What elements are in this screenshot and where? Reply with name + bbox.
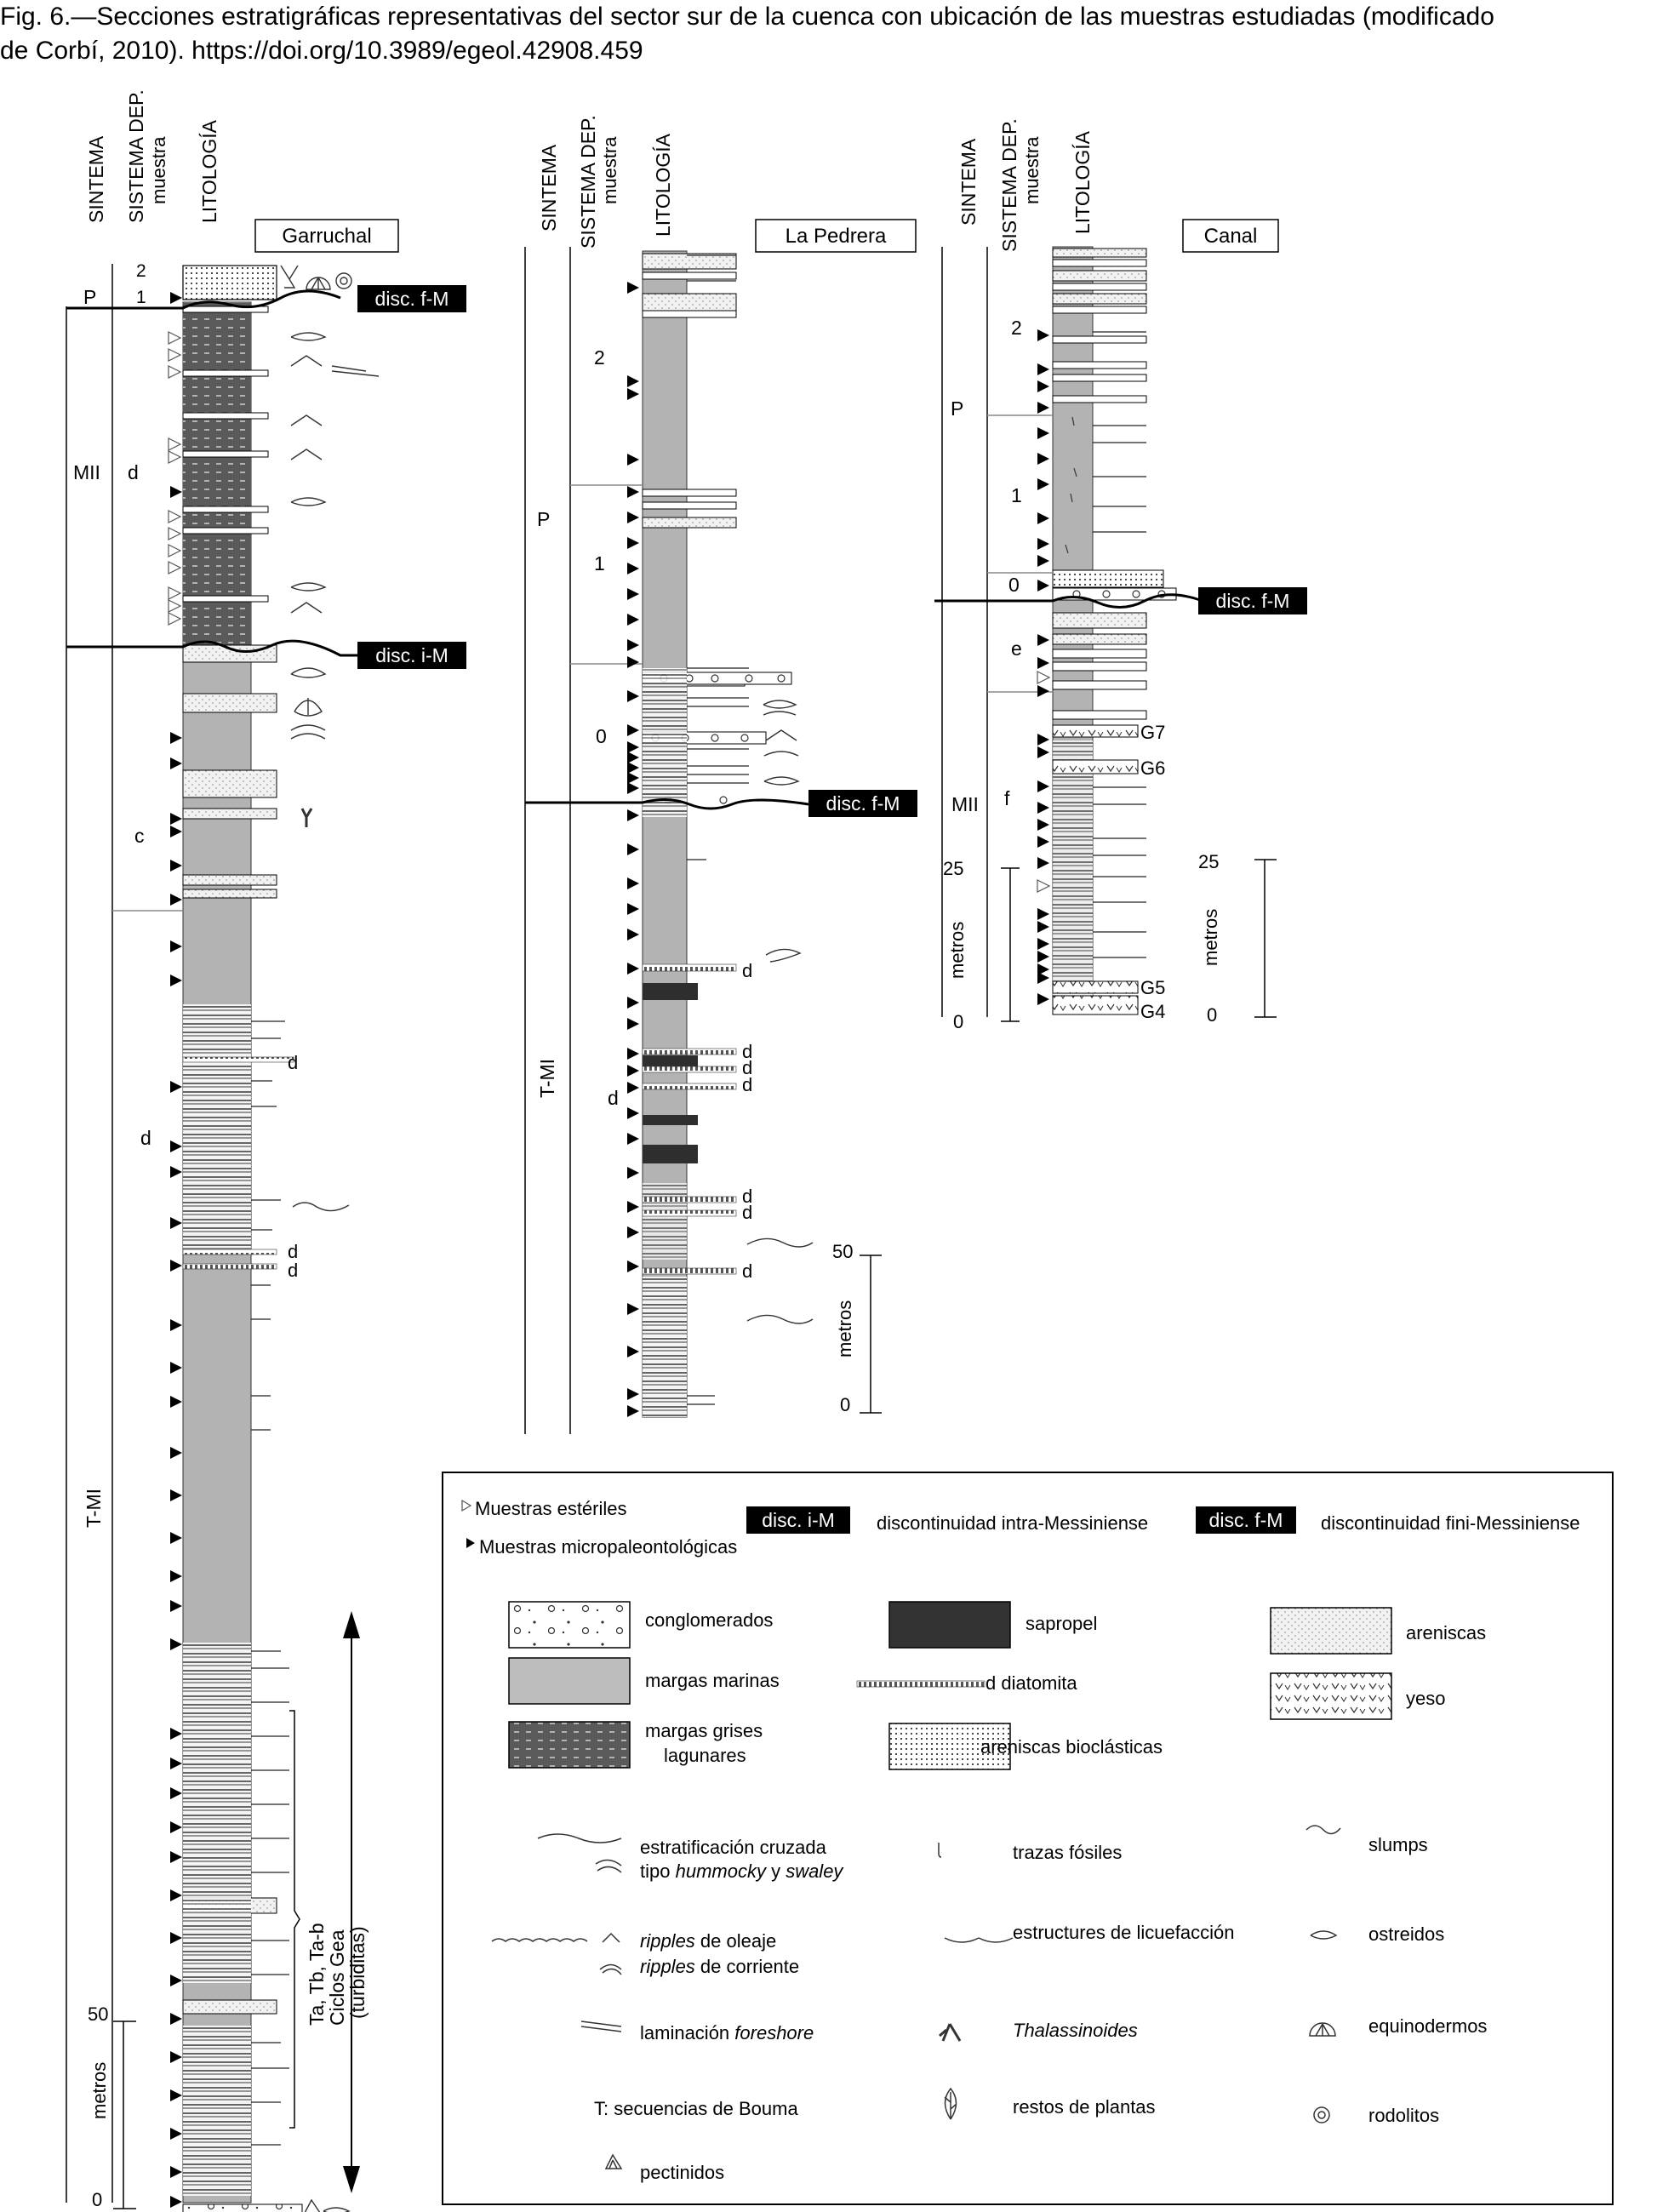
section-title-pedrera: La Pedrera xyxy=(785,225,887,248)
subunit-0-canal: 0 xyxy=(1008,574,1020,596)
unit-tmi-garruchal: T-MI xyxy=(83,1489,105,1528)
legend-disc-im-badge-text: disc. i-M xyxy=(762,1509,835,1531)
swatch-conglomerados xyxy=(509,1602,630,1648)
unit-p-canal: P xyxy=(951,397,964,420)
diatom-label-g1: d xyxy=(288,1052,299,1073)
gypsum-g6: G6 xyxy=(1140,757,1166,779)
swatch-diatomita xyxy=(857,1681,985,1687)
scale-left-top-canal: 25 xyxy=(943,858,964,879)
turbidite-label-2: Ciclos Gea xyxy=(326,1929,348,2026)
diatom-label-p4: d xyxy=(742,1074,753,1095)
legend xyxy=(443,1472,1613,2204)
disc-fm-text-pedrera: disc. f-M xyxy=(826,792,900,814)
header-muestra-garruchal: muestra xyxy=(148,136,169,204)
subunit-1-pedrera: 1 xyxy=(594,552,605,574)
scale-right-bottom-canal: 0 xyxy=(1207,1004,1218,1026)
swatch-yeso xyxy=(1271,1673,1391,1719)
legend-frame xyxy=(443,1472,1613,2204)
subunit-2-canal: 2 xyxy=(1011,317,1022,339)
subunit-2-pedrera: 2 xyxy=(594,346,605,369)
legend-margas-grises-1: margas grises xyxy=(645,1720,763,1741)
legend-disc-fm-text: discontinuidad fini-Messiniense xyxy=(1321,1512,1580,1534)
legend-laminacion: laminación foreshore xyxy=(640,2022,814,2043)
subunit-f-canal: f xyxy=(1004,787,1010,809)
subunit-0-pedrera: 0 xyxy=(596,725,607,747)
swatch-areniscas xyxy=(1271,1608,1391,1654)
legend-areniscas-bioclasticas: areniscas bioclásticas xyxy=(980,1736,1163,1758)
unit-p-garruchal: P xyxy=(83,286,97,308)
diatom-label-g3: d xyxy=(288,1260,299,1281)
subunit-1-canal: 1 xyxy=(1011,484,1022,506)
swatch-sapropel xyxy=(889,1602,1010,1648)
unit-tmi-pedrera: T-MI xyxy=(536,1059,558,1098)
header-muestra-pedrera: muestra xyxy=(599,136,620,204)
turbidite-label-3: (turbiditas) xyxy=(346,1926,369,2019)
legend-ripples-oleaje: ripples de oleaje xyxy=(640,1930,777,1952)
legend-trazas: trazas fósiles xyxy=(1013,1842,1123,1863)
legend-disc-im-text: discontinuidad intra-Messiniense xyxy=(877,1512,1149,1534)
section-canal xyxy=(934,118,1307,1032)
legend-diatomita: d diatomita xyxy=(986,1672,1077,1694)
legend-margas-marinas: margas marinas xyxy=(645,1670,780,1691)
gypsum-g5: G5 xyxy=(1140,977,1166,998)
header-litologia-canal: LITOLOGÍA xyxy=(1071,130,1094,234)
legend-ostreidos: ostreidos xyxy=(1368,1923,1445,1945)
diatom-label-p1: d xyxy=(742,960,753,981)
disc-im-text-garruchal: disc. i-M xyxy=(375,644,448,666)
header-sintema-garruchal: SINTEMA xyxy=(85,135,107,223)
legend-estrat-2: tipo hummocky y swaley xyxy=(640,1860,843,1882)
legend-equinodermos: equinodermos xyxy=(1368,2015,1488,2037)
diatom-label-g2: d xyxy=(288,1241,299,1262)
legend-pectinidos: pectinidos xyxy=(640,2162,725,2183)
gypsum-g4: G4 xyxy=(1140,1001,1166,1022)
scale-right-top-canal: 25 xyxy=(1198,851,1220,872)
scale-right-unit-canal: metros xyxy=(1200,908,1221,966)
swatch-margas-grises xyxy=(509,1722,630,1768)
legend-estrat-1: estratificación cruzada xyxy=(640,1837,826,1858)
subunit-1-garruchal: 1 xyxy=(136,288,146,307)
legend-licuefaccion: estructures de licuefacción xyxy=(1013,1922,1235,1943)
caption-line-1: Fig. 6.—Secciones estratigráficas representativas del sector sur de la cuenca con ubicación de las muestras estudiadas (modificado xyxy=(0,3,1494,31)
legend-bouma: T: secuencias de Bouma xyxy=(594,2098,798,2119)
section-garruchal xyxy=(66,89,466,2212)
unit-p-pedrera: P xyxy=(537,508,551,530)
legend-disc-fm-badge-text: disc. f-M xyxy=(1208,1509,1283,1531)
subunit-c-garruchal: c xyxy=(134,825,145,847)
swatch-margas-marinas xyxy=(509,1658,630,1704)
legend-thalassinoides: Thalassinoides xyxy=(1013,2020,1138,2041)
legend-muestras-micro: Muestras micropaleontológicas xyxy=(479,1536,738,1558)
scale-bottom-garruchal: 0 xyxy=(92,2189,103,2210)
header-sintema-pedrera: SINTEMA xyxy=(538,144,560,231)
header-litologia-garruchal: LITOLOGÍA xyxy=(198,119,220,223)
scale-unit-pedrera: metros xyxy=(834,1300,855,1357)
subunit-e-canal: e xyxy=(1011,637,1022,660)
scale-left-bottom-canal: 0 xyxy=(953,1011,964,1032)
diatom-label-p7: d xyxy=(742,1260,753,1282)
diatom-label-p5: d xyxy=(742,1186,753,1207)
gypsum-g7: G7 xyxy=(1140,722,1166,743)
diatom-label-p2: d xyxy=(742,1041,753,1062)
diatom-label-p6: d xyxy=(742,1202,753,1223)
header-sintema-canal: SINTEMA xyxy=(957,138,980,226)
diatom-label-p3: d xyxy=(742,1057,753,1078)
section-title-canal: Canal xyxy=(1203,225,1258,248)
scale-unit-garruchal: metros xyxy=(89,2061,110,2119)
subunit-d-lower-garruchal: d xyxy=(140,1127,151,1149)
legend-ripples-corriente: ripples de corriente xyxy=(640,1956,800,1977)
caption-line-2: de Corbí, 2010). https://doi.org/10.3989/egeol.42908.459 xyxy=(0,37,643,65)
legend-rodolitos: rodolitos xyxy=(1368,2105,1440,2126)
header-litologia-pedrera: LITOLOGÍA xyxy=(652,133,674,237)
header-muestra-canal: muestra xyxy=(1021,136,1043,204)
legend-muestras-esteriles: Muestras estériles xyxy=(475,1498,627,1519)
section-la-pedrera xyxy=(525,115,917,1434)
header-sistema-dep-canal: SISTEMA DEP. xyxy=(998,118,1020,252)
subunit-d-pedrera: d xyxy=(608,1087,619,1109)
header-sistema-dep-garruchal: SISTEMA DEP. xyxy=(125,89,147,223)
disc-fm-text-garruchal: disc. f-M xyxy=(374,288,449,310)
legend-areniscas: areniscas xyxy=(1406,1622,1487,1643)
turbidite-label-1: Ta, Tb, Ta-b xyxy=(306,1923,328,2026)
unit-mii-garruchal: MII xyxy=(73,461,100,483)
scale-left-unit-canal: metros xyxy=(946,921,968,979)
scale-top-pedrera: 50 xyxy=(832,1241,854,1262)
disc-fm-text-canal: disc. f-M xyxy=(1215,590,1290,612)
scale-bottom-pedrera: 0 xyxy=(840,1394,851,1415)
header-sistema-dep-pedrera: SISTEMA DEP. xyxy=(577,115,599,249)
legend-plantas: restos de plantas xyxy=(1013,2096,1156,2118)
legend-margas-grises-2: lagunares xyxy=(664,1745,746,1766)
legend-slumps: slumps xyxy=(1368,1834,1428,1855)
legend-sapropel: sapropel xyxy=(1026,1613,1098,1634)
legend-yeso: yeso xyxy=(1406,1688,1446,1709)
subunit-2-garruchal: 2 xyxy=(136,261,146,281)
section-title-garruchal: Garruchal xyxy=(282,225,372,248)
legend-conglomerados: conglomerados xyxy=(645,1609,774,1631)
scale-top-garruchal: 50 xyxy=(88,2003,109,2025)
subunit-d-upper-garruchal: d xyxy=(128,461,139,483)
unit-mii-canal: MII xyxy=(951,793,979,815)
